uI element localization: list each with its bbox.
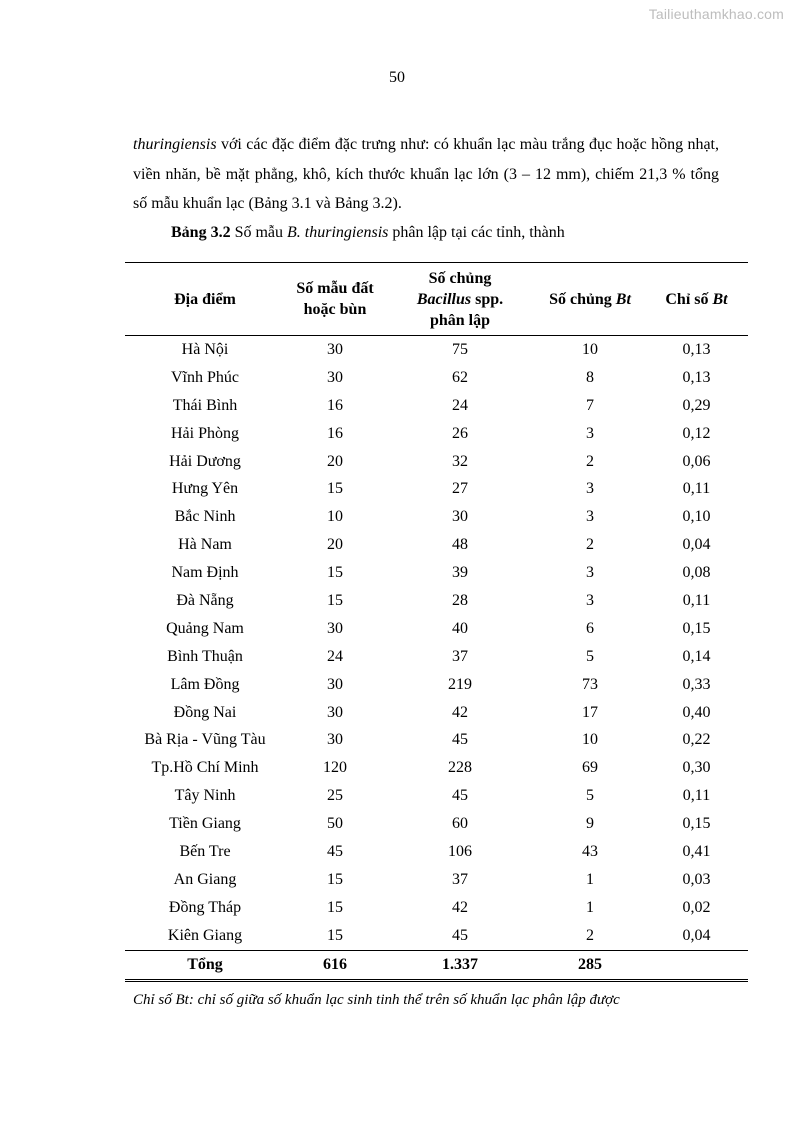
- cell-bt-strains: 5: [586, 787, 594, 805]
- cell-bt-strains: 2: [586, 452, 594, 470]
- cell-bt-strains: 2: [586, 536, 594, 554]
- cell-bt-strains: 8: [586, 368, 594, 386]
- cell-bt-index: 0,15: [682, 815, 711, 833]
- cell-bt-index: 0,10: [682, 508, 711, 526]
- cell-samples: 50: [327, 815, 343, 833]
- cell-samples: 25: [327, 787, 343, 805]
- cell-samples: 24: [327, 647, 343, 665]
- cell-bt-index: 0,03: [682, 870, 711, 888]
- cell-location: Hà Nam: [178, 536, 232, 554]
- cell-location: Bà Rịa - Vũng Tàu: [144, 731, 266, 749]
- caption-label: Bảng 3.2: [171, 224, 231, 241]
- cell-samples: 45: [327, 842, 343, 860]
- table-header-row: [125, 263, 748, 336]
- cell-bt-index: 0,08: [682, 564, 711, 582]
- watermark: Tailieuthamkhao.com: [648, 6, 784, 22]
- header-samples-line1: Số mẫu đất: [296, 280, 374, 297]
- cell-bt-index: 0,41: [682, 842, 711, 860]
- table-row: [125, 838, 748, 866]
- cell-strains: 42: [452, 898, 468, 916]
- header-index-suffix: Bt: [712, 290, 728, 308]
- total-bt-strains: 285: [535, 950, 645, 980]
- cell-location: Đồng Nai: [173, 703, 237, 721]
- cell-strains: 32: [452, 452, 468, 470]
- cell-samples: 30: [327, 619, 343, 637]
- cell-bt-strains: 1: [586, 898, 594, 916]
- cell-strains: 45: [452, 926, 468, 944]
- table-row: [125, 643, 748, 671]
- table-row: [125, 615, 748, 643]
- cell-strains: 60: [452, 815, 468, 833]
- cell-strains: 37: [452, 870, 468, 888]
- cell-bt-strains: 1: [586, 870, 594, 888]
- table-row: [125, 754, 748, 782]
- cell-location: Thái Bình: [172, 396, 238, 414]
- cell-bt-strains: 3: [586, 508, 594, 526]
- table-row: [125, 894, 748, 922]
- data-table: [125, 262, 748, 982]
- table-row: [125, 392, 748, 420]
- page-number: 50: [389, 69, 405, 86]
- header-samples-line2: hoặc bùn: [303, 301, 367, 318]
- cell-bt-strains: 6: [586, 619, 594, 637]
- header-location: Địa điểm: [125, 263, 285, 336]
- header-index-prefix: Chỉ số: [665, 290, 713, 308]
- table-row: [125, 420, 748, 448]
- table-note: Chỉ số Bt: chỉ số giữa số khuẩn lạc sinh tinh thể trên số khuẩn lạc phân lập được: [133, 992, 620, 1008]
- cell-bt-index: 0,11: [682, 591, 711, 609]
- cell-strains: 26: [452, 424, 468, 442]
- cell-samples: 10: [327, 508, 343, 526]
- table-row: [125, 559, 748, 587]
- cell-samples: 30: [327, 703, 343, 721]
- header-strains-line1: Số chủng: [428, 269, 492, 287]
- cell-bt-strains: 5: [586, 647, 594, 665]
- cell-bt-index: 0,11: [682, 480, 711, 498]
- header-bt-suffix: Bt: [615, 290, 631, 308]
- cell-strains: 28: [452, 591, 468, 609]
- cell-location: Vĩnh Phúc: [171, 368, 239, 386]
- caption-text-before: Số mẫu: [230, 224, 288, 241]
- table-body: [125, 336, 748, 951]
- table-caption: [171, 224, 565, 242]
- cell-strains: 48: [452, 536, 468, 554]
- table-row: [125, 503, 748, 531]
- header-bt-prefix: Số chủng: [549, 290, 616, 308]
- cell-bt-strains: 43: [582, 842, 598, 860]
- cell-bt-strains: 7: [586, 396, 594, 414]
- cell-bt-index: 0,33: [682, 675, 711, 693]
- table-row: [125, 922, 748, 950]
- cell-location: Tp.Hồ Chí Minh: [151, 759, 259, 777]
- cell-strains: 219: [448, 675, 472, 693]
- cell-strains: 39: [452, 564, 468, 582]
- header-samples: [285, 263, 385, 336]
- cell-samples: 30: [327, 368, 343, 386]
- header-strains: [385, 263, 535, 336]
- cell-samples: 30: [327, 675, 343, 693]
- cell-samples: 30: [327, 731, 343, 749]
- cell-samples: 16: [327, 396, 343, 414]
- cell-bt-index: 0,29: [682, 396, 711, 414]
- cell-location: Hà Nội: [181, 340, 229, 358]
- cell-location: Tây Ninh: [174, 787, 236, 805]
- cell-bt-index: 0,04: [682, 536, 711, 554]
- header-bt-strains: [535, 263, 645, 336]
- cell-bt-strains: 3: [586, 564, 594, 582]
- table-row: [125, 726, 748, 754]
- table-row: [125, 782, 748, 810]
- cell-location: Hải Phòng: [171, 424, 239, 442]
- cell-location: Bến Tre: [179, 842, 231, 860]
- cell-samples: 120: [323, 759, 347, 777]
- cell-samples: 15: [327, 898, 343, 916]
- cell-bt-index: 0,13: [682, 340, 711, 358]
- cell-bt-index: 0,15: [682, 619, 711, 637]
- table-row: [125, 866, 748, 894]
- cell-bt-strains: 3: [586, 480, 594, 498]
- cell-location: Bắc Ninh: [174, 508, 236, 526]
- cell-strains: 40: [452, 619, 468, 637]
- cell-location: Tiền Giang: [169, 815, 241, 833]
- cell-strains: 27: [452, 480, 468, 498]
- table-row: [125, 364, 748, 392]
- total-bt-index: [645, 950, 748, 980]
- table-row: [125, 587, 748, 615]
- cell-location: Lâm Đồng: [170, 675, 240, 693]
- total-strains: 1.337: [385, 950, 535, 980]
- table-row: [125, 336, 748, 364]
- cell-bt-index: 0,22: [682, 731, 711, 749]
- cell-bt-strains: 3: [586, 424, 594, 442]
- cell-samples: 20: [327, 536, 343, 554]
- total-samples: 616: [285, 950, 385, 980]
- cell-samples: 15: [327, 480, 343, 498]
- cell-bt-index: 0,04: [682, 926, 711, 944]
- cell-bt-strains: 10: [582, 340, 598, 358]
- header-strains-genus: Bacillus: [416, 290, 472, 308]
- paragraph-text: với các đặc điểm đặc trưng như: có khuẩn lạc màu trắng đục hoặc hồng nhạt, viền nhăn, bề mặt phẳng, khô, kích thước khuẩn lạc lớn (3 – 12 mm), chiếm 21,3 % tổng số mẫu khuẩn lạc (Bảng 3.1 và Bảng 3.2).: [133, 136, 719, 212]
- cell-location: Hưng Yên: [171, 480, 239, 498]
- cell-bt-strains: 73: [582, 675, 598, 693]
- table-row: [125, 531, 748, 559]
- cell-bt-strains: 9: [586, 815, 594, 833]
- cell-bt-strains: 3: [586, 591, 594, 609]
- header-bt-index: [645, 263, 748, 336]
- table-row: [125, 671, 748, 699]
- table-row: [125, 810, 748, 838]
- cell-location: Đồng Tháp: [168, 898, 242, 916]
- cell-bt-index: 0,30: [682, 759, 711, 777]
- cell-strains: 228: [448, 759, 472, 777]
- cell-location: Quảng Nam: [166, 619, 244, 637]
- cell-bt-strains: 10: [582, 731, 598, 749]
- table-row: [125, 699, 748, 727]
- cell-strains: 75: [452, 340, 468, 358]
- cell-location: Đà Nẵng: [176, 591, 234, 609]
- cell-location: Bình Thuận: [167, 647, 243, 665]
- cell-location: An Giang: [173, 870, 237, 888]
- cell-strains: 42: [452, 703, 468, 721]
- cell-bt-index: 0,06: [682, 452, 711, 470]
- table-total-row: [125, 950, 748, 980]
- cell-strains: 45: [452, 787, 468, 805]
- cell-bt-index: 0,11: [682, 787, 711, 805]
- cell-bt-strains: 2: [586, 926, 594, 944]
- cell-samples: 16: [327, 424, 343, 442]
- cell-strains: 24: [452, 396, 468, 414]
- cell-location: Kiên Giang: [167, 926, 243, 944]
- cell-samples: 30: [327, 340, 343, 358]
- cell-samples: 20: [327, 452, 343, 470]
- cell-bt-index: 0,14: [682, 647, 711, 665]
- cell-bt-strains: 69: [582, 759, 598, 777]
- cell-bt-index: 0,12: [682, 424, 711, 442]
- header-strains-spp: spp.: [471, 290, 504, 308]
- cell-samples: 15: [327, 870, 343, 888]
- body-paragraph: [133, 130, 719, 219]
- cell-strains: 45: [452, 731, 468, 749]
- paragraph-italic-lead: thuringiensis: [133, 136, 217, 153]
- cell-bt-index: 0,13: [682, 368, 711, 386]
- cell-samples: 15: [327, 926, 343, 944]
- caption-species: B. thuringiensis: [287, 224, 389, 241]
- cell-location: Hải Dương: [169, 452, 241, 470]
- cell-strains: 62: [452, 368, 468, 386]
- cell-bt-strains: 17: [582, 703, 598, 721]
- cell-location: Nam Định: [171, 564, 239, 582]
- caption-text-after: phân lập tại các tỉnh, thành: [388, 224, 565, 241]
- total-label: Tổng: [125, 950, 285, 980]
- table-row: [125, 475, 748, 503]
- cell-samples: 15: [327, 564, 343, 582]
- cell-samples: 15: [327, 591, 343, 609]
- table-row: [125, 448, 748, 476]
- cell-bt-index: 0,02: [682, 898, 711, 916]
- cell-strains: 106: [448, 842, 472, 860]
- cell-strains: 30: [452, 508, 468, 526]
- cell-bt-index: 0,40: [682, 703, 711, 721]
- cell-strains: 37: [452, 647, 468, 665]
- header-strains-line3: phân lập: [429, 311, 491, 329]
